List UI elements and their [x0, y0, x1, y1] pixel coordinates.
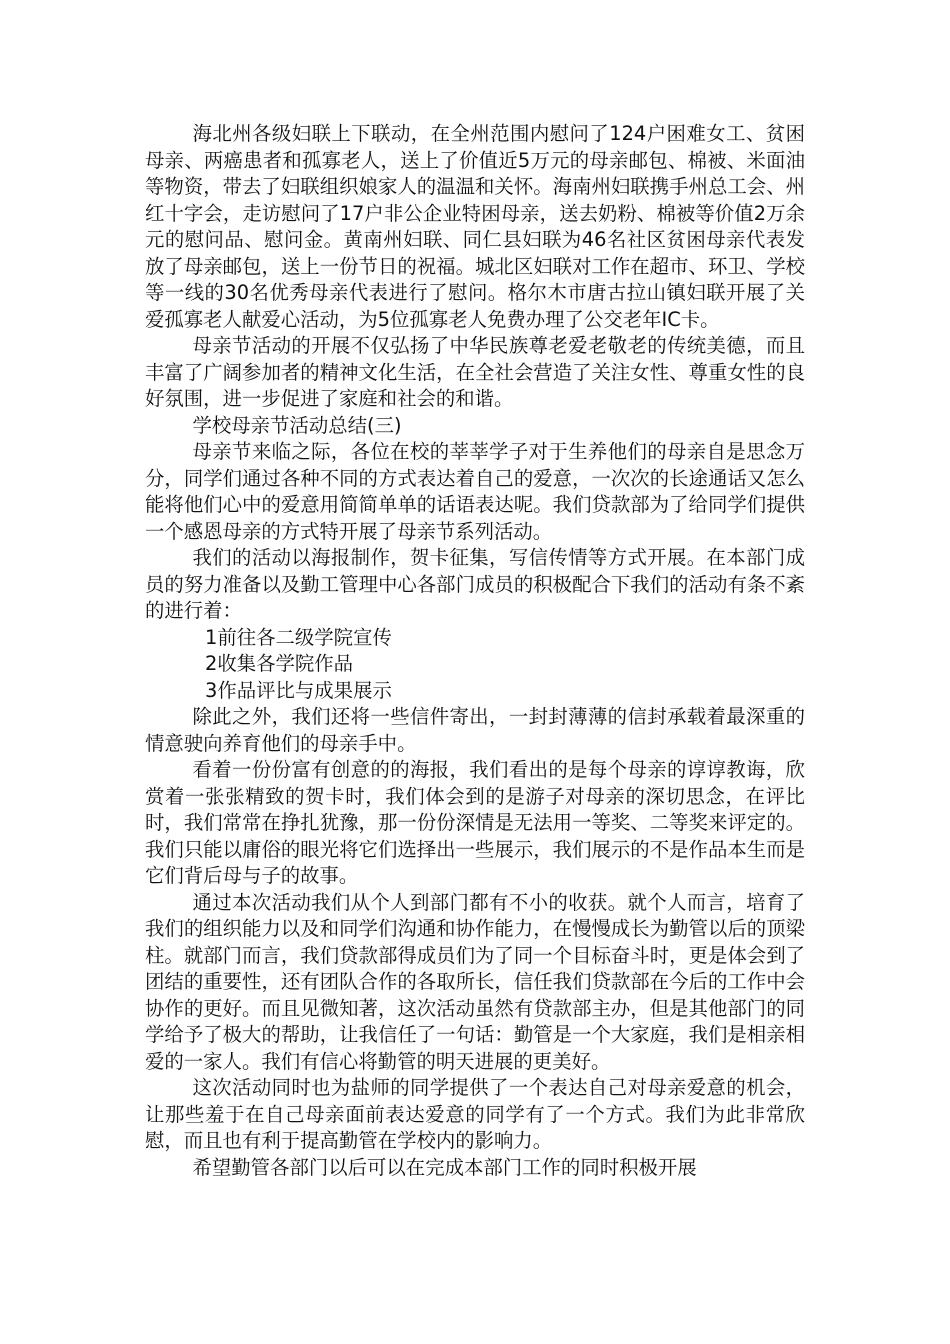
- paragraph-hope: 希望勤管各部门以后可以在完成本部门工作的同时积极开展: [192, 1155, 697, 1179]
- paragraph-opportunity: 这次活动同时也为盐师的同学提供了一个表达自己对母亲爱意的机会，让那些羞于在自己母亲面前表达爱意的同学有了一个方式。我们为此非常欣慰，而且也有利于提高勤管在学校内的影响力。: [145, 1076, 805, 1152]
- paragraph-relief-activities: 海北州各级妇联上下联动，在全州范围内慰问了124户困难女工、贫困母亲、两癌患者和孤寡老人，送上了价值近5万元的母亲邮包、棉被、米面油等物资，带去了妇联组织娘家人的温温和关怀。海南州妇联携手州总工会、州红十字会，走访慰问了17户非公企业特困母亲，送去奶粉、棉被等价值2万余元的慰问品、慰问金。黄南州妇联、同仁县妇联为46名社区贫困母亲代表发放了母亲邮包，送上一份节日的祝福。城北区妇联对工作在超市、环卫、学校等一线的30名优秀母亲代表进行了慰问。格尔木市唐古拉山镇妇联开展了关爱孤寡老人献爱心活动，为5位孤寡老人免费办理了公交老年IC卡。: [145, 122, 805, 331]
- section-heading: 学校母亲节活动总结(三): [192, 413, 402, 437]
- paragraph-gains: 通过本次活动我们从个人到部门都有不小的收获。就个人而言，培育了我们的组织能力以及和同学们沟通和协作能力，在慢慢成长为勤管以后的顶梁柱。就部门而言，我们贷款部得成员们为了同一个目标奋斗时，更是体会到了团结的重要性，还有团队合作的各取所长，信任我们贷款部在今后的工作中会协作的更好。而且见微知著，这次活动虽然有贷款部主办，但是其他部门的同学给予了极大的帮助，让我信任了一句话：勤管是一个大家庭，我们是相亲相爱的一家人。我们有信心将勤管的明天进展的更美好。: [145, 890, 805, 1073]
- paragraph-activity-format: 我们的活动以海报制作，贺卡征集，写信传情等方式开展。在本部门成员的努力准备以及勤工管理中心各部门成员的积极配合下我们的活动有条不紊的进行着：: [145, 546, 805, 622]
- paragraph-introduction: 母亲节来临之际，各位在校的莘莘学子对于生养他们的母亲自是思念万分，同学们通过各种不同的方式表达着自己的爱意，一次次的长途通话又怎么能将他们心中的爱意用简简单单的话语表达呢。我们贷款部为了给同学们提供一个感恩母亲的方式特开展了母亲节系列活动。: [145, 440, 805, 543]
- paragraph-significance: 母亲节活动的开展不仅弘扬了中华民族尊老爱老敬老的传统美德，而且丰富了广阔参加者的精神文化生活，在全社会营造了关注女性、尊重女性的良好氛围，进一步促进了家庭和社会的和谐。: [145, 334, 805, 410]
- paragraph-evaluation: 看着一份份富有创意的的海报，我们看出的是每个母亲的谆谆教诲，欣赏着一张张精致的贺卡时，我们体会到的是游子对母亲的深切思念，在评比时，我们常常在挣扎犹豫，那一份份深情是无法用一等奖、二等奖来评定的。我们只能以庸俗的眼光将它们选择出一些展示，我们展示的不是作品本生而是它们背后母与子的故事。: [145, 758, 805, 887]
- document-body: [145, 121, 805, 1181]
- list-item: 1前往各二级学院宣传: [205, 625, 392, 649]
- list-item: 2收集各学院作品: [205, 652, 354, 675]
- list-item: 3作品评比与成果展示: [205, 678, 392, 702]
- paragraph-letters: 除此之外，我们还将一些信件寄出，一封封薄薄的信封承载着最深重的情意驶向养育他们的母亲手中。: [145, 705, 805, 755]
